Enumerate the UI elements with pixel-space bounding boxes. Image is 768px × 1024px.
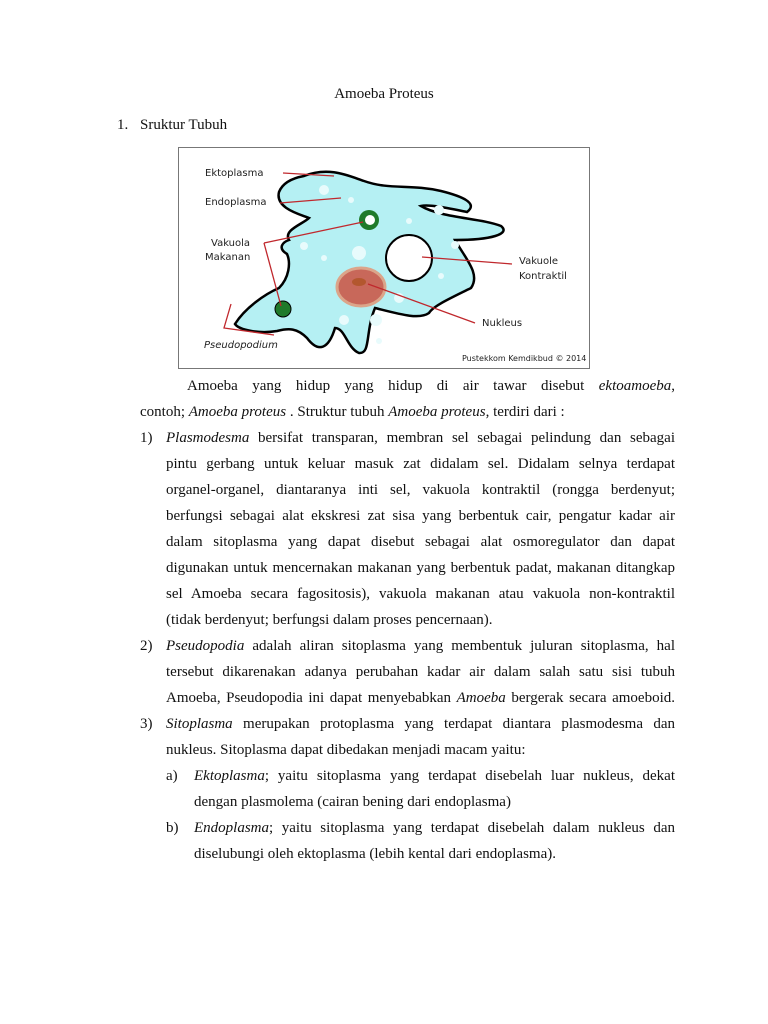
text-line [140, 503, 675, 529]
text-span: bergerak secara amoeboid. [505, 690, 675, 706]
text-span: , terdiri dari : [485, 404, 565, 420]
list-marker: 1) [140, 430, 153, 446]
section-number: 1. [117, 117, 129, 133]
text-span: bersifat transparan, membran sel sebagai pelindung dan sebagai [249, 430, 675, 446]
text-line [140, 685, 675, 711]
italic-term: ektoamoeba [598, 378, 672, 394]
list-marker: b) [166, 820, 179, 836]
document-body [140, 373, 675, 867]
text-span: contoh; [140, 404, 189, 420]
text-line [140, 737, 675, 763]
label-endoplasma: Endoplasma [205, 197, 267, 208]
italic-term: Plasmodesma [166, 430, 250, 446]
contractile-vacuole [386, 235, 432, 281]
text-line [140, 633, 675, 659]
italic-term: Sitoplasma [166, 716, 233, 732]
text-span: tersebut dikarenakan adanya perubahan kadar air dalam salah satu sisi tubuh [166, 664, 675, 680]
text-span: ; yaitu sitoplasma yang terdapat disebelah dalam nukleus dan [269, 820, 675, 836]
text-line [140, 841, 675, 867]
text-line [140, 529, 675, 555]
italic-term: Amoeba [456, 690, 506, 706]
label-vakuola: Vakuola [211, 238, 251, 249]
text-span: (tidak berdenyut; berfungsi dalam proses pencernaan). [166, 612, 493, 628]
label-nukleus: Nukleus [482, 318, 523, 329]
amoeba-body [235, 172, 504, 353]
text-line [140, 581, 675, 607]
text-line [140, 789, 675, 815]
list-marker: 2) [140, 638, 153, 654]
text-line [140, 711, 675, 737]
text-line [140, 555, 675, 581]
italic-term: Amoeba proteus [388, 404, 486, 420]
amoeba-diagram [178, 147, 590, 369]
label-pseudopodium: Pseudopodium [204, 340, 278, 351]
list-marker: a) [166, 768, 178, 784]
text-span: nukleus. Sitoplasma dapat dibedakan menjadi macam yaitu: [166, 742, 526, 758]
text-line [140, 399, 675, 425]
text-span: digunakan untuk mencernakan makanan yang berbentuk padat, makanan ditangkap [166, 560, 675, 576]
label-ektoplasma: Ektoplasma [205, 168, 264, 179]
text-line [140, 373, 675, 399]
text-span: , [671, 378, 675, 394]
label-kontraktil: Kontraktil [519, 271, 567, 282]
list-marker: 3) [140, 716, 153, 732]
text-line [140, 815, 675, 841]
section-label: Sruktur Tubuh [140, 117, 228, 133]
italic-term: Amoeba proteus [188, 404, 287, 420]
text-span: Amoeba yang hidup yang hidup di air tawar disebut [187, 378, 599, 394]
text-line [140, 607, 675, 633]
text-line [140, 451, 675, 477]
label-makanan: Makanan [205, 252, 251, 263]
text-line [140, 477, 675, 503]
text-span: adalah aliran sitoplasma yang membentuk juluran sitoplasma, hal [244, 638, 675, 654]
image-credit: Pustekkom Kemdikbud © 2014 [462, 354, 587, 363]
text-span: organel-organel, diantaranya inti sel, vakuola kontraktil (rongga berdenyut; [166, 482, 675, 498]
text-span: . Struktur tubuh [286, 404, 389, 420]
page-title: Amoeba Proteus [334, 86, 434, 102]
text-span: diselubungi oleh ektoplasma (lebih kental dari endoplasma). [194, 846, 556, 862]
text-line [140, 659, 675, 685]
food-vacuole-small [275, 301, 291, 317]
text-span: dalam sitoplasma yang dapat disebut sebagai alat osmoregulator dan dapat [166, 534, 675, 550]
label-vakuole: Vakuole [519, 256, 559, 267]
text-span: Amoeba, Pseudopodia ini dapat menyebabkan [166, 690, 457, 706]
section-heading [117, 117, 227, 134]
text-span: ; yaitu sitoplasma yang terdapat disebelah luar nukleus, dekat [264, 768, 675, 784]
italic-term: Ektoplasma [194, 768, 265, 784]
text-span: sel Amoeba secara fagositosis), vakuola makanan atau vakuola non-kontraktil [166, 586, 675, 602]
text-line [140, 425, 675, 451]
italic-term: Endoplasma [194, 820, 269, 836]
text-span: dengan plasmolema (cairan bening dari endoplasma) [194, 794, 511, 810]
text-span: pintu gerbang untuk keluar masuk zat didalam sel. Didalam selnya terdapat [166, 456, 675, 472]
text-span: berfungsi sebagai alat ekskresi zat sisa yang berbentuk cair, pengatur kadar air [166, 508, 675, 524]
text-span: merupakan protoplasma yang terdapat diantara plasmodesma dan [232, 716, 675, 732]
italic-term: Pseudopodia [166, 638, 245, 654]
text-line [140, 763, 675, 789]
